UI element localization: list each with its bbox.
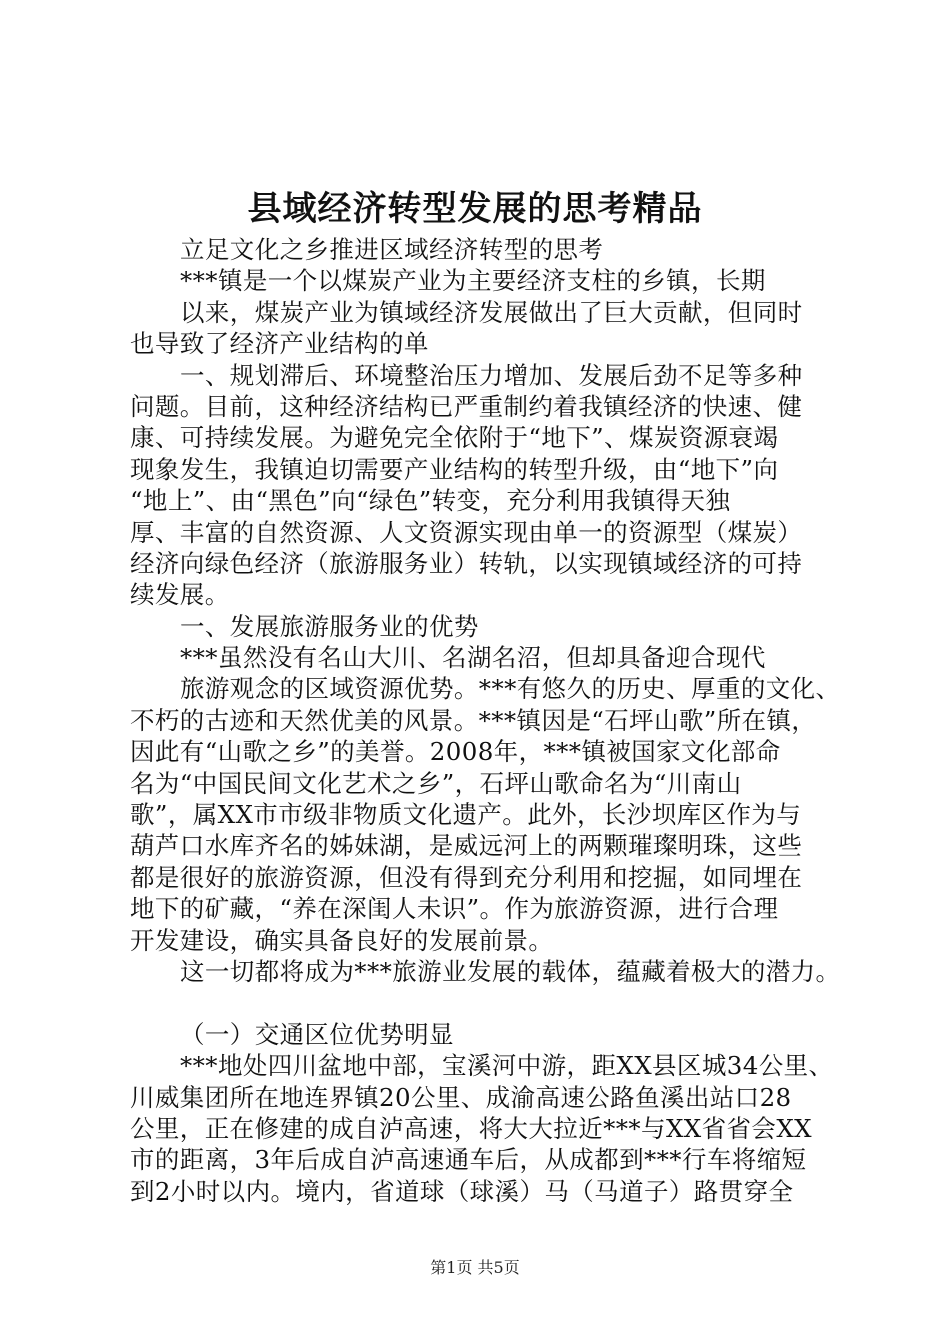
text-line: 市的距离，3年后成自泸高速通车后，从成都到***行车将缩短 (130, 1145, 807, 1175)
text-line: 开发建设，确实具备良好的发展前景。 (130, 925, 554, 955)
text-line: “地上”、由“黑色”向“绿色”转变，充分利用我镇得天独 (130, 486, 731, 516)
text-line: （一）交通区位优势明显 (180, 1019, 454, 1049)
text-line: 问题。目前，这种经济结构已严重制约着我镇经济的快速、健 (130, 391, 803, 421)
text-line: 歌”，属XX市市级非物质文化遗产。此外，长沙坝库区作为与 (130, 800, 802, 830)
text-line: 厚、丰富的自然资源、人文资源实现由单一的资源型（煤炭） (130, 517, 803, 547)
text-line: 经济向绿色经济（旅游服务业）转轨，以实现镇域经济的可持 (130, 548, 803, 578)
text-line: 葫芦口水库齐名的姊妹湖，是威远河上的两颗璀璨明珠，这些 (130, 831, 803, 861)
text-line: 到2小时以内。境内，省道球（球溪）马（马道子）路贯穿全 (130, 1176, 794, 1206)
text-line: 不朽的古迹和天然优美的风景。***镇因是“石坪山歌”所在镇， (130, 705, 817, 735)
document-body (130, 234, 841, 1207)
text-line: 康、可持续发展。为避免完全依附于“地下”、煤炭资源衰竭 (130, 423, 779, 453)
text-line: 这一切都将成为***旅游业发展的载体，蕴藏着极大的潜力。 (180, 956, 841, 986)
blank-line (130, 987, 836, 1018)
text-line: 现象发生，我镇迫切需要产业结构的转型升级，由“地下”向 (130, 454, 779, 484)
text-line: 旅游观念的区域资源优势。***有悠久的历史、厚重的文化、 (180, 674, 841, 704)
text-line: 一、发展旅游服务业的优势 (180, 611, 479, 641)
text-line: 川威集团所在地连界镇20公里、成渝高速公路鱼溪出站口28 (130, 1082, 792, 1112)
document-title: 县域经济转型发展的思考精品 (247, 189, 703, 229)
text-line: ***地处四川盆地中部，宝溪河中游，距XX县区城34公里、 (180, 1051, 834, 1081)
text-line: ***镇是一个以煤炭产业为主要经济支柱的乡镇，长期 (180, 266, 766, 296)
text-line: 地下的矿藏，“养在深闺人未识”。作为旅游资源，进行合理 (130, 894, 779, 924)
text-line: 名为“中国民间文化艺术之乡”，石坪山歌命名为“川南山 (130, 768, 742, 798)
text-line: 立足文化之乡推进区域经济转型的思考 (180, 235, 604, 264)
text-line: 一、规划滞后、环境整治压力增加、发展后劲不足等多种 (180, 360, 803, 390)
text-line: 续发展。 (130, 580, 230, 610)
text-line: 公里，正在修建的成自泸高速，将大大拉近***与XX省省会XX (130, 1113, 813, 1143)
page-number-footer: 第1页 共5页 (430, 1258, 520, 1277)
text-line: 也导致了经济产业结构的单 (130, 329, 429, 359)
text-line: 都是很好的旅游资源，但没有得到充分利用和挖掘，如同埋在 (130, 862, 803, 892)
text-line: ***虽然没有名山大川、名湖名沼，但却具备迎合现代 (180, 643, 766, 673)
text-line: 因此有“山歌之乡”的美誉。2008年，***镇被国家文化部命 (130, 737, 781, 767)
text-line: 以来，煤炭产业为镇域经济发展做出了巨大贡献，但同时 (180, 297, 803, 327)
